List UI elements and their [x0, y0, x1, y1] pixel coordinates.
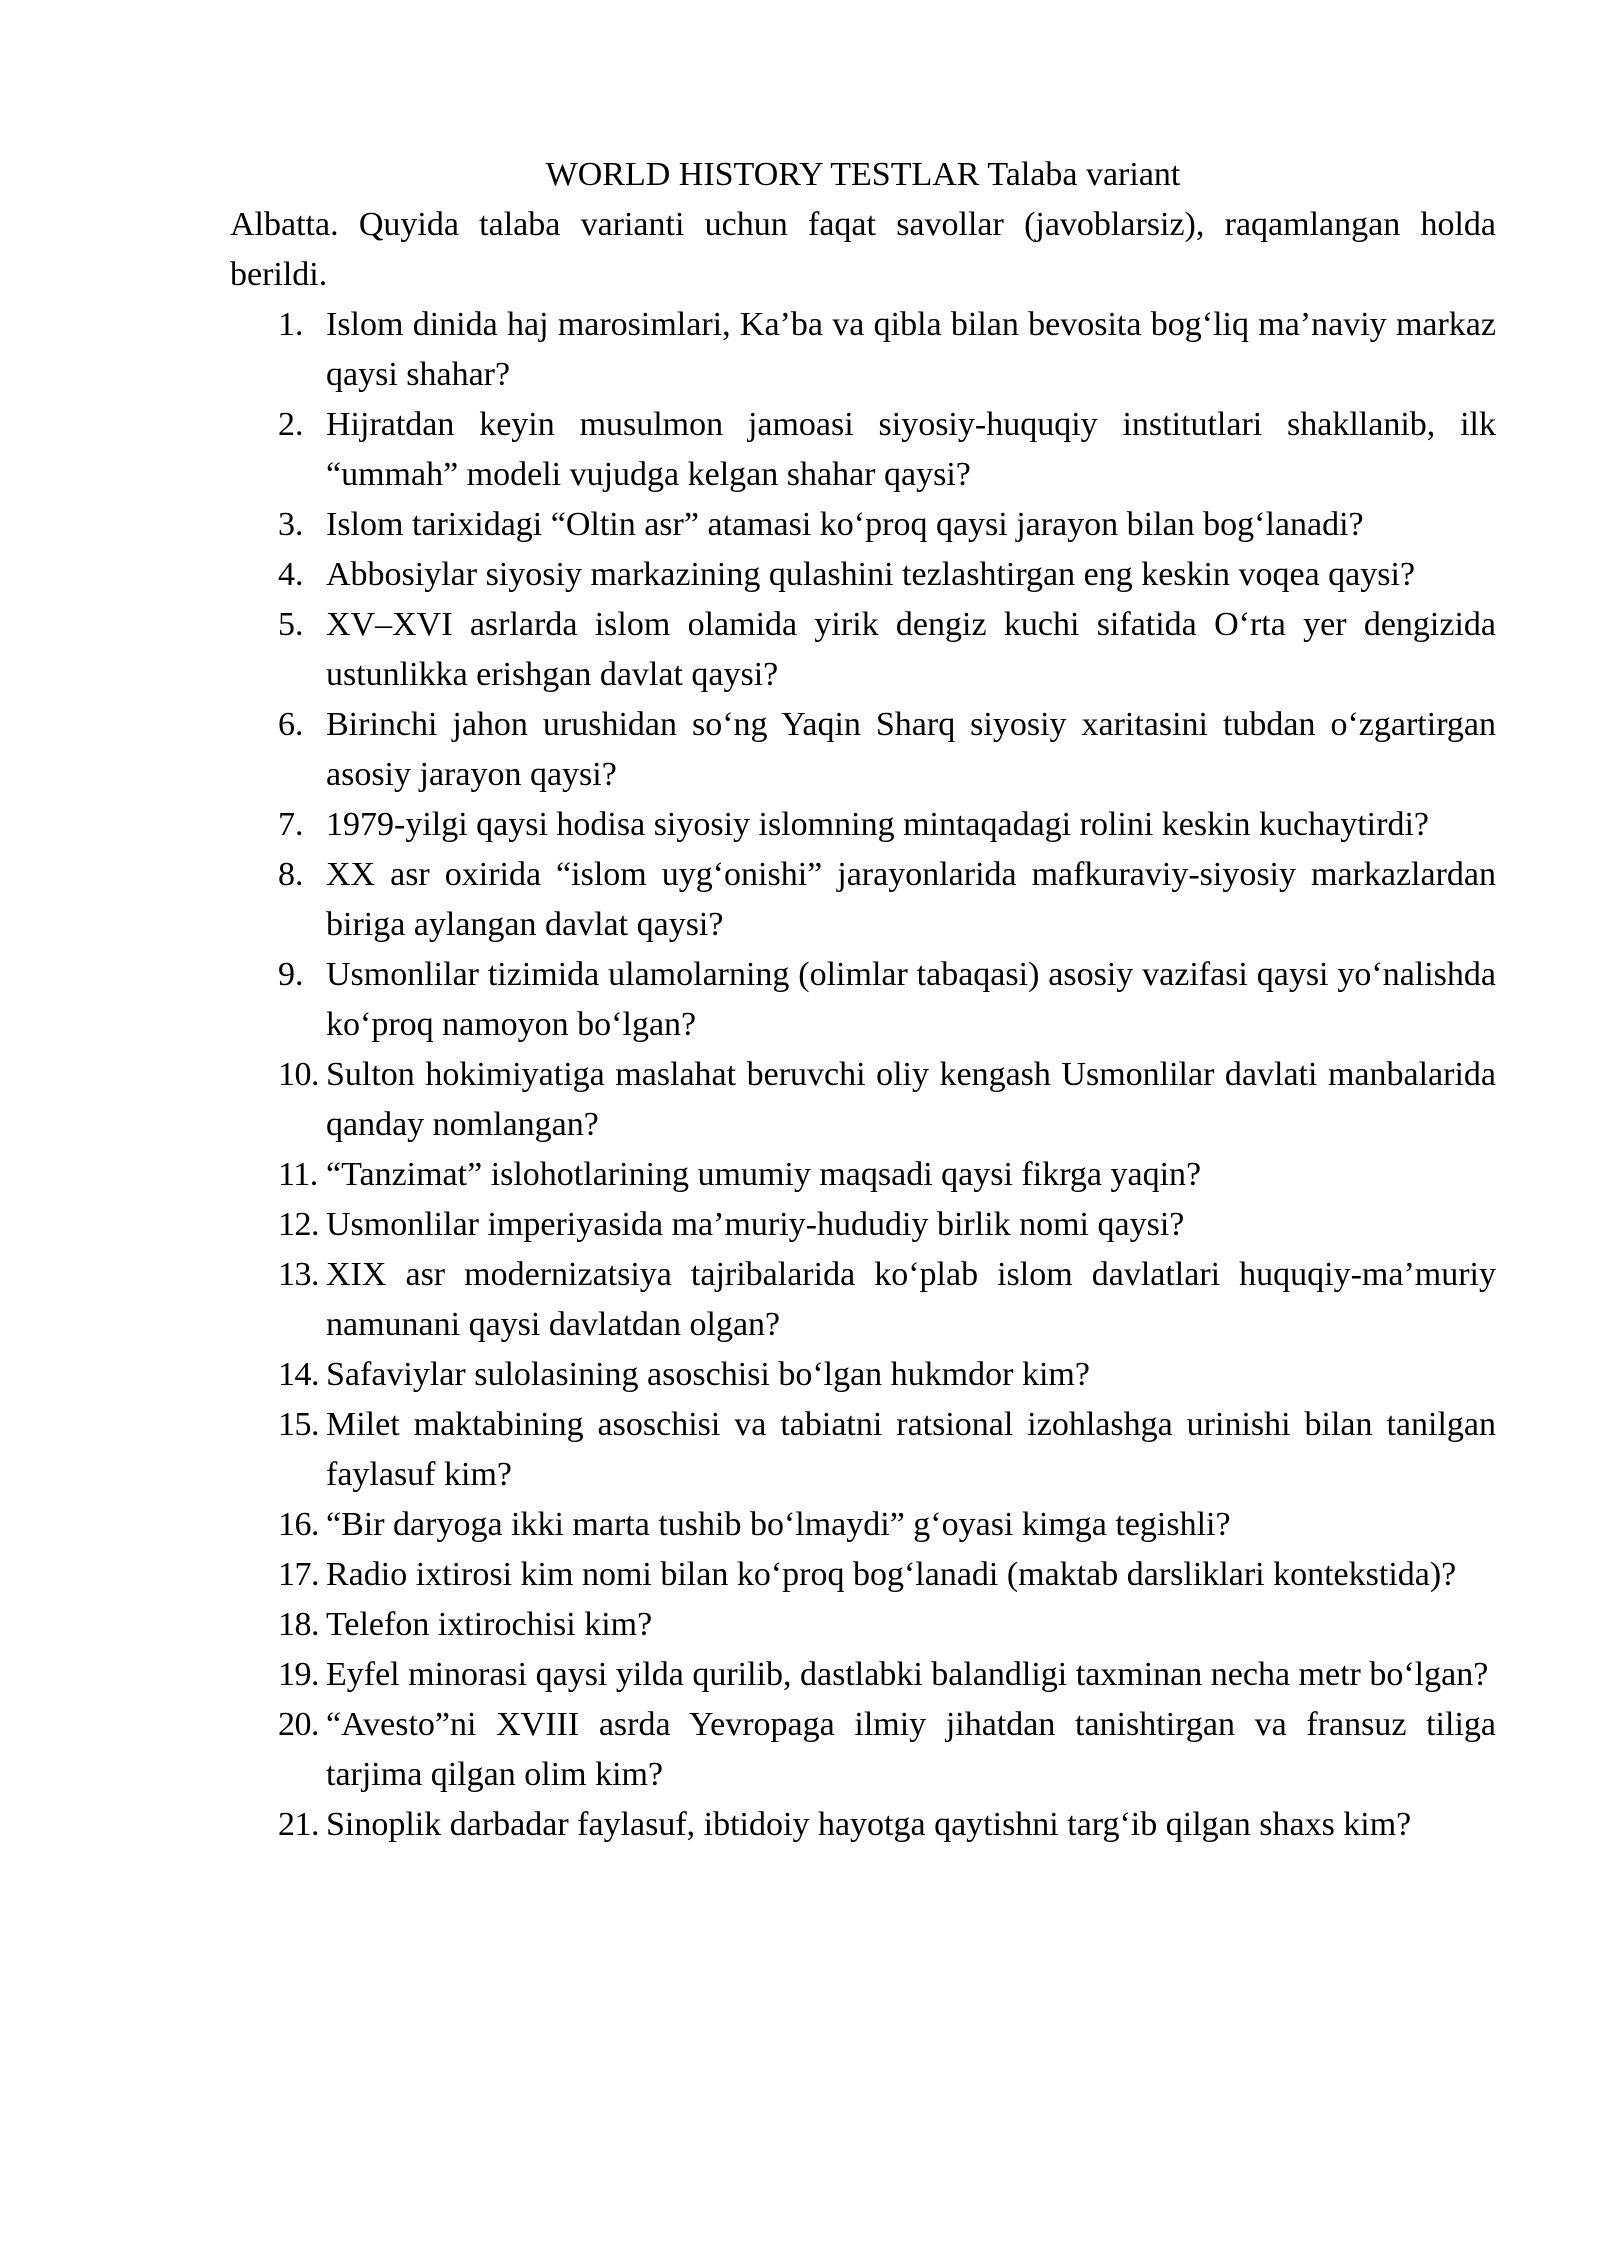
question-text: “Bir daryoga ikki marta tushib bo‘lmaydi” g‘oyasi kimga tegishli? — [326, 1506, 1231, 1543]
question-number: 19. — [278, 1656, 319, 1693]
question-number: 17. — [278, 1556, 319, 1593]
question-text: Milet maktabining asoschisi va tabiatni ratsional izohlashga urinishi bilan tanilgan faylasuf kim? — [326, 1406, 1496, 1493]
question-item — [230, 1250, 1496, 1350]
question-item — [230, 1700, 1496, 1800]
question-text: Telefon ixtirochisi kim? — [326, 1606, 653, 1643]
question-item — [230, 600, 1496, 700]
question-text: XIX asr modernizatsiya tajribalarida ko‘plab islom davlatlari huquqiy-ma’muriy namunani qaysi davlatdan olgan? — [326, 1256, 1496, 1343]
question-number: 18. — [278, 1606, 319, 1643]
question-number: 20. — [278, 1706, 319, 1743]
question-number: 10. — [278, 1056, 319, 1093]
question-item — [230, 1150, 1496, 1200]
question-text: “Avesto”ni XVIII asrda Yevropaga ilmiy jihatdan tanishtirgan va fransuz tiliga tarjima qilgan olim kim? — [326, 1706, 1496, 1793]
question-text: Usmonlilar imperiyasida ma’muriy-hududiy birlik nomi qaysi? — [326, 1206, 1185, 1243]
question-text: Islom tarixidagi “Oltin asr” atamasi ko‘proq qaysi jarayon bilan bog‘lanadi? — [326, 506, 1364, 543]
question-item — [230, 1500, 1496, 1550]
question-number: 13. — [278, 1256, 319, 1293]
question-text: Birinchi jahon urushidan so‘ng Yaqin Sharq siyosiy xaritasini tubdan o‘zgartirgan asosiy jarayon qaysi? — [326, 706, 1496, 793]
question-number: 16. — [278, 1506, 319, 1543]
question-item — [230, 500, 1496, 550]
document-title: WORLD HISTORY TESTLAR Talaba variant — [545, 156, 1181, 193]
question-item — [230, 800, 1496, 850]
question-number: 11. — [278, 1156, 318, 1193]
question-text: Radio ixtirosi kim nomi bilan ko‘proq bog‘lanadi (maktab darsliklari kontekstida)? — [326, 1556, 1457, 1593]
question-text: Abbosiylar siyosiy markazining qulashini tezlashtirgan eng keskin voqea qaysi? — [326, 556, 1416, 593]
question-text: XV–XVI asrlarda islom olamida yirik dengiz kuchi sifatida O‘rta yer dengizida ustunlikka erishgan davlat qaysi? — [326, 606, 1496, 693]
question-number: 3. — [278, 506, 304, 543]
intro-paragraph: Albatta. Quyida talaba varianti uchun faqat savollar (javoblarsiz), raqamlangan holda berildi. — [230, 206, 1496, 293]
question-number: 1. — [278, 306, 304, 343]
question-text: Eyfel minorasi qaysi yilda qurilib, dastlabki balandligi taxminan necha metr bo‘lgan? — [326, 1656, 1489, 1693]
document-page — [230, 150, 1496, 1850]
question-item — [230, 1400, 1496, 1500]
question-text: “Tanzimat” islohotlarining umumiy maqsadi qaysi fikrga yaqin? — [326, 1156, 1202, 1193]
question-number: 21. — [278, 1806, 319, 1843]
question-number: 5. — [278, 606, 304, 643]
question-text: Safaviylar sulolasining asoschisi bo‘lgan hukmdor kim? — [326, 1356, 1090, 1393]
question-number: 14. — [278, 1356, 319, 1393]
question-item — [230, 700, 1496, 800]
question-text: Usmonlilar tizimida ulamolarning (olimlar tabaqasi) asosiy vazifasi qaysi yo‘nalishda ko‘proq namoyon bo‘lgan? — [326, 956, 1496, 1043]
question-item — [230, 1550, 1496, 1600]
question-number: 15. — [278, 1406, 319, 1443]
question-item — [230, 550, 1496, 600]
question-item — [230, 1800, 1496, 1850]
question-text: 1979-yilgi qaysi hodisa siyosiy islomning mintaqadagi rolini keskin kuchaytirdi? — [326, 806, 1429, 843]
question-item — [230, 1050, 1496, 1150]
question-item — [230, 850, 1496, 950]
question-item — [230, 300, 1496, 400]
question-number: 12. — [278, 1206, 319, 1243]
question-item — [230, 400, 1496, 500]
question-item — [230, 1600, 1496, 1650]
question-item — [230, 1650, 1496, 1700]
question-item — [230, 1350, 1496, 1400]
question-number: 2. — [278, 406, 304, 443]
question-text: Hijratdan keyin musulmon jamoasi siyosiy-huquqiy institutlari shakllanib, ilk “ummah” modeli vujudga kelgan shahar qaysi? — [326, 406, 1496, 493]
question-item — [230, 1200, 1496, 1250]
question-text: Sulton hokimiyatiga maslahat beruvchi oliy kengash Usmonlilar davlati manbalarida qanday nomlangan? — [326, 1056, 1496, 1143]
question-number: 4. — [278, 556, 304, 593]
question-list — [230, 300, 1496, 1850]
question-item — [230, 950, 1496, 1050]
question-text: Sinoplik darbadar faylasuf, ibtidoiy hayotga qaytishni targ‘ib qilgan shaxs kim? — [326, 1806, 1412, 1843]
question-number: 6. — [278, 706, 304, 743]
question-text: Islom dinida haj marosimlari, Ka’ba va qibla bilan bevosita bog‘liq ma’naviy markaz qaysi shahar? — [326, 306, 1496, 393]
question-number: 9. — [278, 956, 304, 993]
question-number: 8. — [278, 856, 304, 893]
question-text: XX asr oxirida “islom uyg‘onishi” jarayonlarida mafkuraviy-siyosiy markazlardan biriga aylangan davlat qaysi? — [326, 856, 1496, 943]
question-number: 7. — [278, 806, 304, 843]
